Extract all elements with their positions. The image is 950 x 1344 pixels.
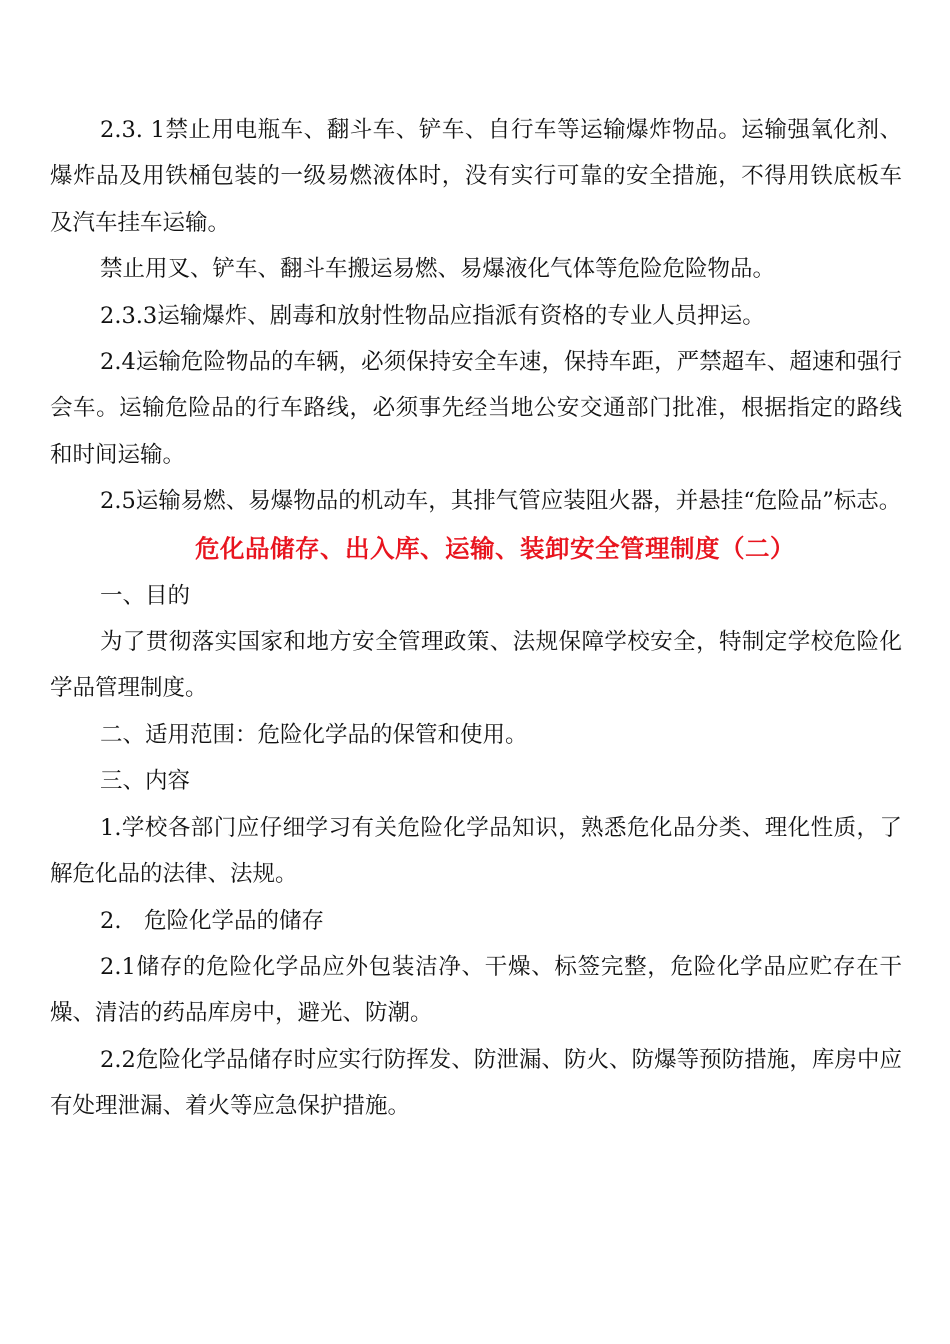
- heading-content: 三、内容: [100, 768, 191, 795]
- paragraph-2-4: 2.4运输危险物品的车辆，必须保持安全车速，保持车距，严禁超车、超速和强行会车。运输危险品的行车路线，必须事先经当地公安交通部门批准，根据指定的路线和时间运输。: [50, 349, 902, 468]
- heading-storage: 2. 危险化学品的储存: [100, 907, 324, 934]
- paragraph-purpose: 为了贯彻落实国家和地方安全管理政策、法规保障学校安全，特制定学校危险化学品管理制度。: [50, 629, 902, 702]
- paragraph-2-5: 2.5运输易燃、易爆物品的机动车，其排气管应装阻火器，并悬挂“危险品”标志。: [100, 488, 902, 515]
- section-title: 危化品储存、出入库、运输、装卸安全管理制度（二）: [195, 533, 795, 563]
- paragraph-2-3-1: 2.3. 1禁止用电瓶车、翻斗车、铲车、自行车等运输爆炸物品。运输强氧化剂、爆炸品及用铁桶包装的一级易燃液体时，没有实行可靠的安全措施，不得用铁底板车及汽车挂车运输。: [50, 117, 902, 236]
- paragraph-forklift-ban: 禁止用叉、铲车、翻斗车搬运易燃、易爆液化气体等危险危险物品。: [100, 256, 776, 283]
- paragraph-2-1: 2.1储存的危险化学品应外包装洁净、干燥、标签完整，危险化学品应贮存在干燥、清洁的药品库房中，避光、防潮。: [50, 953, 902, 1027]
- paragraph-2-3-3: 2.3.3运输爆炸、剧毒和放射性物品应指派有资格的专业人员押运。: [100, 302, 765, 329]
- document-page: [50, 107, 902, 1130]
- paragraph-content-1: 1.学校各部门应仔细学习有关危险化学品知识，熟悉危化品分类、理化性质，了解危化品的法律、法规。: [50, 814, 902, 888]
- paragraph-2-2: 2.2危险化学品储存时应实行防挥发、防泄漏、防火、防爆等预防措施，库房中应有处理泄漏、着火等应急保护措施。: [50, 1046, 902, 1120]
- heading-scope: 二、适用范围：危险化学品的保管和使用。: [100, 721, 528, 748]
- heading-purpose: 一、目的: [100, 582, 191, 609]
